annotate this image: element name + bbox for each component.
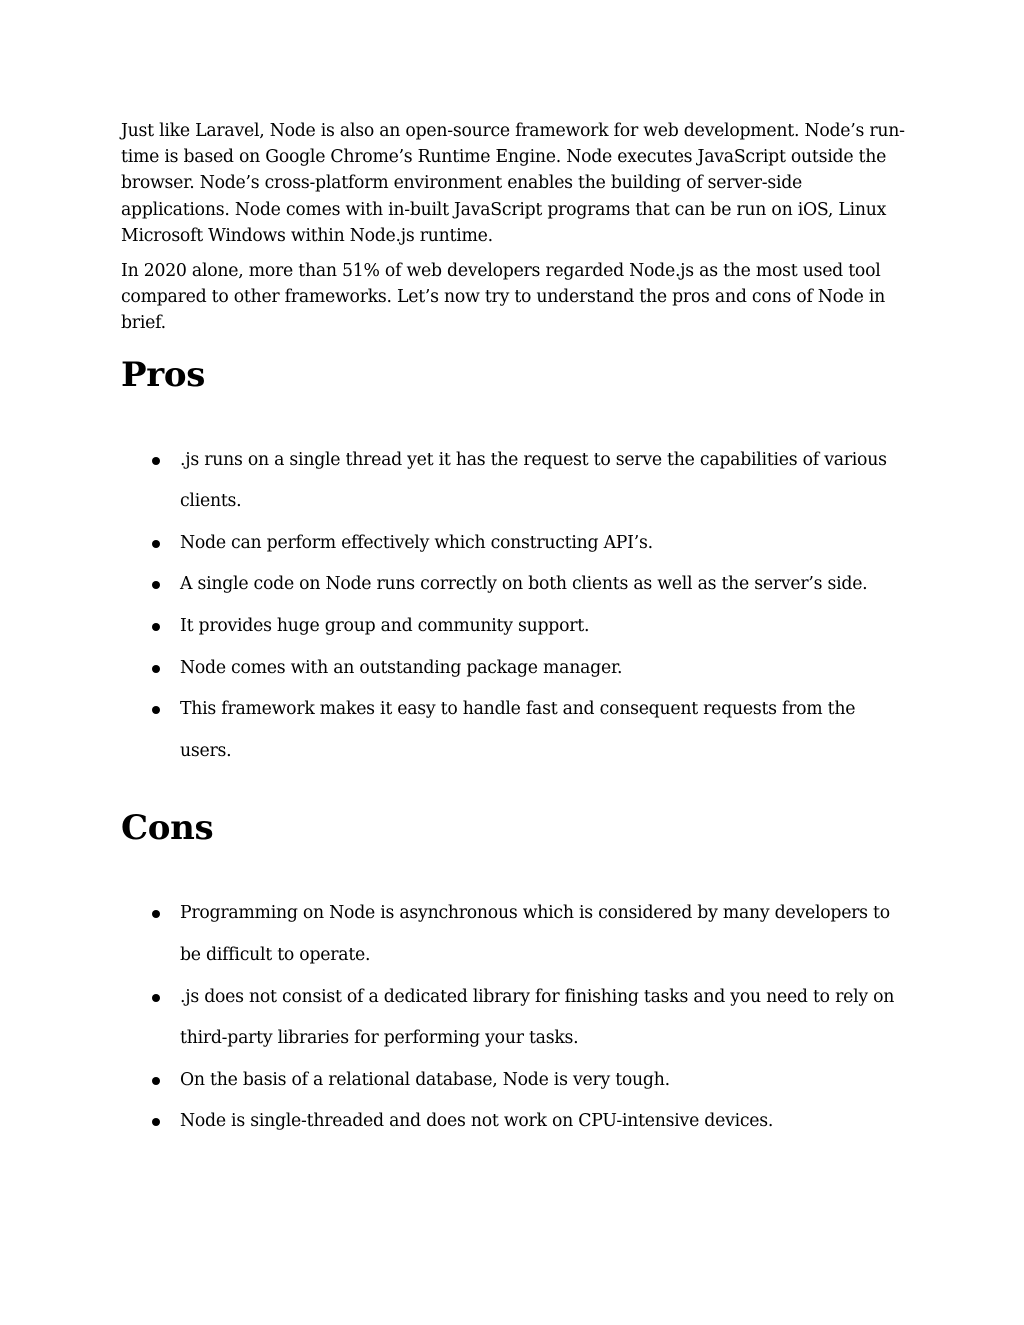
- list-item: [121, 648, 911, 690]
- list-item: [121, 523, 911, 565]
- list-item-text: A single code on Node runs correctly on both clients as well as the server’s side.: [180, 574, 868, 595]
- list-item-text: It provides huge group and community support.: [180, 616, 590, 636]
- list-item: [121, 440, 911, 523]
- list-item-text: Node can perform effectively which constructing API’s.: [180, 532, 653, 553]
- bullet-icon: [152, 1077, 160, 1085]
- bullet-icon: [152, 540, 160, 548]
- cons-heading: Cons: [121, 808, 214, 849]
- list-item-text: .js runs on a single thread yet it has the request to serve the capabilities of various clients.: [180, 449, 887, 512]
- bullet-icon: [152, 665, 160, 673]
- bullet-icon: [152, 581, 160, 589]
- bullet-icon: [152, 1118, 160, 1126]
- cons-list: [121, 893, 911, 1143]
- list-item: [121, 977, 911, 1060]
- bullet-icon: [152, 457, 160, 465]
- document-body: [121, 118, 911, 1143]
- list-item: [121, 564, 911, 606]
- bullet-icon: [152, 623, 160, 631]
- list-item-text: Node is single-threaded and does not work on CPU-intensive devices.: [180, 1111, 774, 1132]
- bullet-icon: [152, 910, 160, 918]
- pros-heading: Pros: [121, 354, 206, 395]
- intro-paragraph-1: Just like Laravel, Node is also an open-source framework for web development. Node’s run-time is based on Google Chrome’s Runtime Engine. Node executes JavaScript outside the browser. Node’s cross-platform environment enables the building of server-side applications. Node comes with in-built JavaScript programs that can be run on iOS, Linux Microsoft Windows within Node.js runtime.: [121, 121, 905, 246]
- list-item-text: Programming on Node is asynchronous which is considered by many developers to be difficult to operate.: [180, 903, 890, 965]
- list-item-text: Node comes with an outstanding package manager.: [180, 657, 623, 678]
- list-item-text: On the basis of a relational database, Node is very tough.: [180, 1069, 670, 1090]
- list-item: [121, 1060, 911, 1102]
- bullet-icon: [152, 994, 160, 1002]
- list-item: [121, 689, 911, 772]
- pros-list: [121, 440, 911, 773]
- list-item: [121, 606, 911, 648]
- intro-paragraph-2: In 2020 alone, more than 51% of web developers regarded Node.js as the most used tool compared to other frameworks. Let’s now try to understand the pros and cons of Node in brief.: [121, 261, 885, 334]
- list-item-text: .js does not consist of a dedicated library for finishing tasks and you need to rely on third-party libraries for performing your tasks.: [180, 986, 895, 1049]
- list-item: [121, 1101, 911, 1143]
- list-item-text: This framework makes it easy to handle fast and consequent requests from the users.: [180, 699, 856, 761]
- bullet-icon: [152, 706, 160, 714]
- list-item: [121, 893, 911, 976]
